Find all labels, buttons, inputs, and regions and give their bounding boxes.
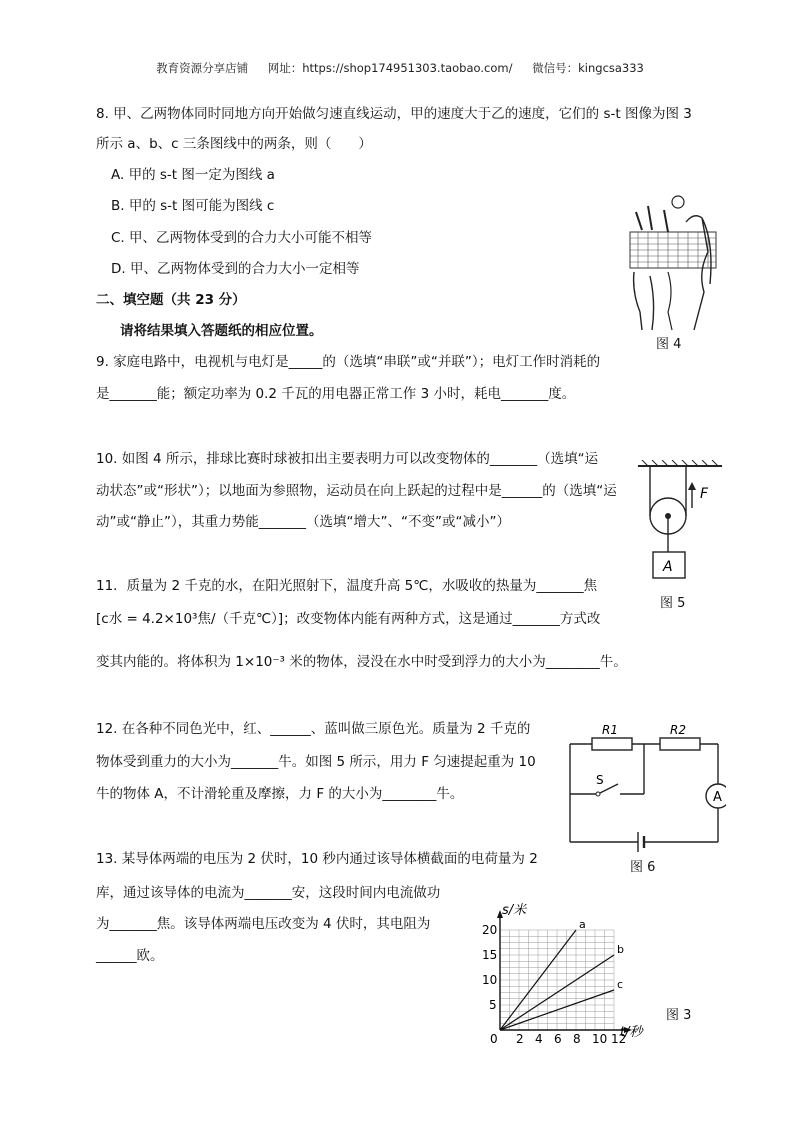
series-label-c: c	[617, 978, 624, 991]
shop-name: 教育资源分享店铺	[156, 61, 249, 75]
q11-line1: 11．质量为 2 千克的水，在阳光照射下，温度升高 5℃，水吸收的热量为_______焦	[96, 578, 598, 594]
q12-line1: 12. 在各种不同色光中，红、______、蓝叫做三原色光。质量为 2 千克的	[96, 721, 531, 737]
block-label: A	[663, 559, 673, 575]
q10-line3: 动”或“静止”），其重力势能_______（选填“增大”、“不变”或“减小”）	[96, 514, 510, 530]
series-label-a: a	[579, 918, 586, 931]
force-label: F	[700, 486, 709, 502]
ammeter-label: A	[713, 790, 722, 805]
y-tick-label: 15	[482, 948, 498, 962]
r2-label: R2	[670, 723, 686, 737]
q9-line2: 是_______能；额定功率为 0.2 千瓦的用电器正常工作 3 小时，耗电_______度。	[96, 386, 576, 402]
shop-url: 网址：https://shop174951303.taobao.com/	[267, 61, 513, 75]
q13-line4: ______欧。	[96, 948, 164, 964]
y-tick-label: 10	[482, 973, 498, 987]
x-tick-label: 8	[573, 1032, 581, 1046]
figure-3-caption: 图 3	[666, 1008, 692, 1023]
q8-line1: 8. 甲、乙两物体同时同地方向开始做匀速直线运动，甲的速度大于乙的速度，它们的 s-t 图像为图 3	[96, 106, 692, 122]
q13-line2: 库，通过该导体的电流为_______安，这段时间内电流做功	[96, 885, 441, 901]
figure-5-caption: 图 5	[660, 596, 686, 611]
q13-line3: 为_______焦。该导体两端电压改变为 4 伏时，其电阻为	[96, 916, 431, 932]
q8-line2: 所示 a、b、c 三条图线中的两条，则（ ）	[96, 136, 372, 152]
q10-line1: 10. 如图 4 所示，排球比赛时球被扣出主要表明力可以改变物体的_______（选填“运	[96, 451, 599, 467]
q10-line2: 动状态”或“形状”）；以地面为参照物，运动员在向上跃起的过程中是______的（选填“运	[96, 483, 617, 499]
volleyball-illustration	[628, 192, 720, 332]
r1-label: R1	[602, 723, 618, 737]
q9-line1: 9. 家庭电路中，电视机与电灯是_____的（选填“串联”或“并联”）；电灯工作时消耗的	[96, 354, 601, 370]
q12-line3: 牛的物体 A，不计滑轮重及摩擦，力 F 的大小为________牛。	[96, 786, 464, 802]
y-tick-label: 5	[489, 998, 497, 1012]
q8-option-c: C. 甲、乙两物体受到的合力大小可能不相等	[111, 230, 373, 246]
x-tick-label: 6	[554, 1032, 562, 1046]
q8-option-d: D. 甲、乙两物体受到的合力大小一定相等	[111, 261, 360, 277]
x-tick-label: 4	[535, 1032, 543, 1046]
x-axis-label: t/秒	[620, 1025, 643, 1040]
switch-label: S	[596, 773, 604, 787]
series-label-b: b	[617, 943, 624, 956]
chart-grid	[500, 930, 614, 1030]
x-tick-label: 10	[592, 1032, 608, 1046]
x-tick-label: 2	[516, 1032, 524, 1046]
q12-line2: 物体受到重力的大小为_______牛。如图 5 所示，用力 F 匀速提起重为 10	[96, 754, 536, 770]
x-tick-label: 12	[611, 1032, 627, 1046]
section-title: 二、填空题（共 23 分）	[96, 292, 246, 308]
q11-line2: [c水 = 4.2×10³焦/（千克℃）]；改变物体内能有两种方式，这是通过_______方式改	[96, 611, 601, 627]
q8-option-b: B. 甲的 s-t 图可能为图线 c	[111, 198, 275, 214]
wechat-id: 微信号：kingcsa333	[532, 61, 644, 75]
section-instruction: 请将结果填入答题纸的相应位置。	[120, 323, 323, 339]
page-header	[0, 60, 800, 76]
q8-option-a: A. 甲的 s-t 图一定为图线 a	[111, 167, 275, 183]
y-axis-label: s/米	[502, 903, 527, 918]
q13-line1: 13. 某导体两端的电压为 2 伏时，10 秒内通过该导体横截面的电荷量为 2	[96, 851, 538, 867]
pulley-diagram	[636, 460, 726, 590]
x-tick-label: 0	[490, 1032, 498, 1046]
figure-6-caption: 图 6	[630, 860, 656, 875]
chart-axes	[497, 910, 632, 1033]
st-graph	[472, 900, 662, 1050]
y-tick-label: 20	[482, 923, 498, 937]
q11-line3: 变其内能的。将体积为 1×10⁻³ 米的物体，浸没在水中时受到浮力的大小为________牛。	[96, 654, 627, 670]
figure-4-caption: 图 4	[656, 337, 682, 352]
circuit-diagram	[566, 722, 726, 852]
